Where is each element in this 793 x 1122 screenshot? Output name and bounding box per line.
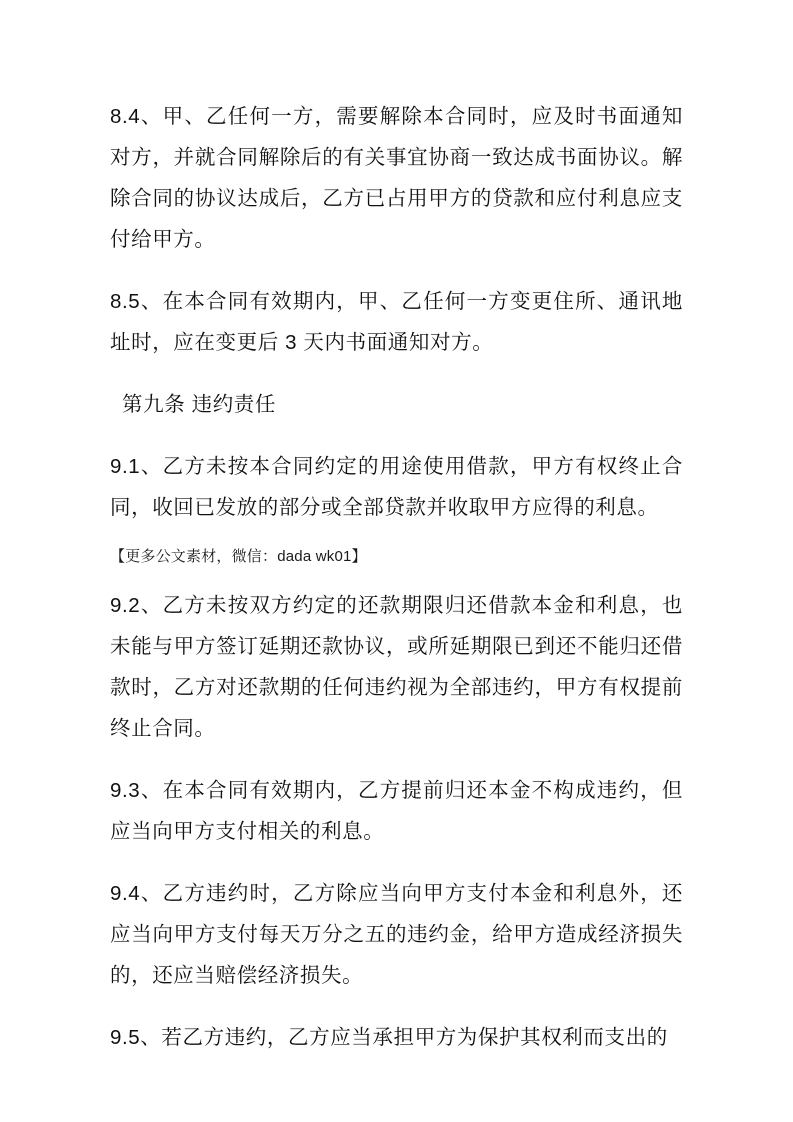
paragraph-clause-8-4: 8.4、甲、乙任何一方，需要解除本合同时，应及时书面通知对方，并就合同解除后的有关事宜协商一致达成书面协议。解除合同的协议达成后，乙方已占用甲方的贷款和应付利息应支付给甲方。: [110, 105, 683, 251]
paragraph-clause-8-5: 8.5、在本合同有效期内，甲、乙任何一方变更住所、通讯地址时，应在变更后 3 天内书面通知对方。: [110, 290, 683, 354]
paragraph-clause-9-4: 9.4、乙方违约时，乙方除应当向甲方支付本金和利息外，还应当向甲方支付每天万分之五的违约金，给甲方造成经济损失的，还应当赔偿经济损失。: [110, 882, 683, 987]
paragraph-clause-9-2: 9.2、乙方未按双方约定的还款期限归还借款本金和利息，也未能与甲方签订延期还款协议，或所延期限已到还不能归还借款时，乙方对还款期的任何违约视为全部违约，甲方有权提前终止合同。: [110, 594, 683, 740]
paragraph-clause-9-3: 9.3、在本合同有效期内，乙方提前归还本金不构成违约，但应当向甲方支付相关的利息。: [110, 779, 683, 843]
paragraph-clause-9-1: 9.1、乙方未按本合同约定的用途使用借款，甲方有权终止合同，收回已发放的部分或全部贷款并收取甲方应得的利息。: [110, 455, 683, 519]
watermark-note: 【更多公文素材，微信：dada wk01】: [110, 548, 367, 565]
document-body: [110, 96, 683, 1058]
section-heading-9: 第九条 违约责任: [122, 393, 276, 416]
paragraph-clause-9-5: 9.5、若乙方违约，乙方应当承担甲方为保护其权利而支出的: [110, 1026, 668, 1049]
